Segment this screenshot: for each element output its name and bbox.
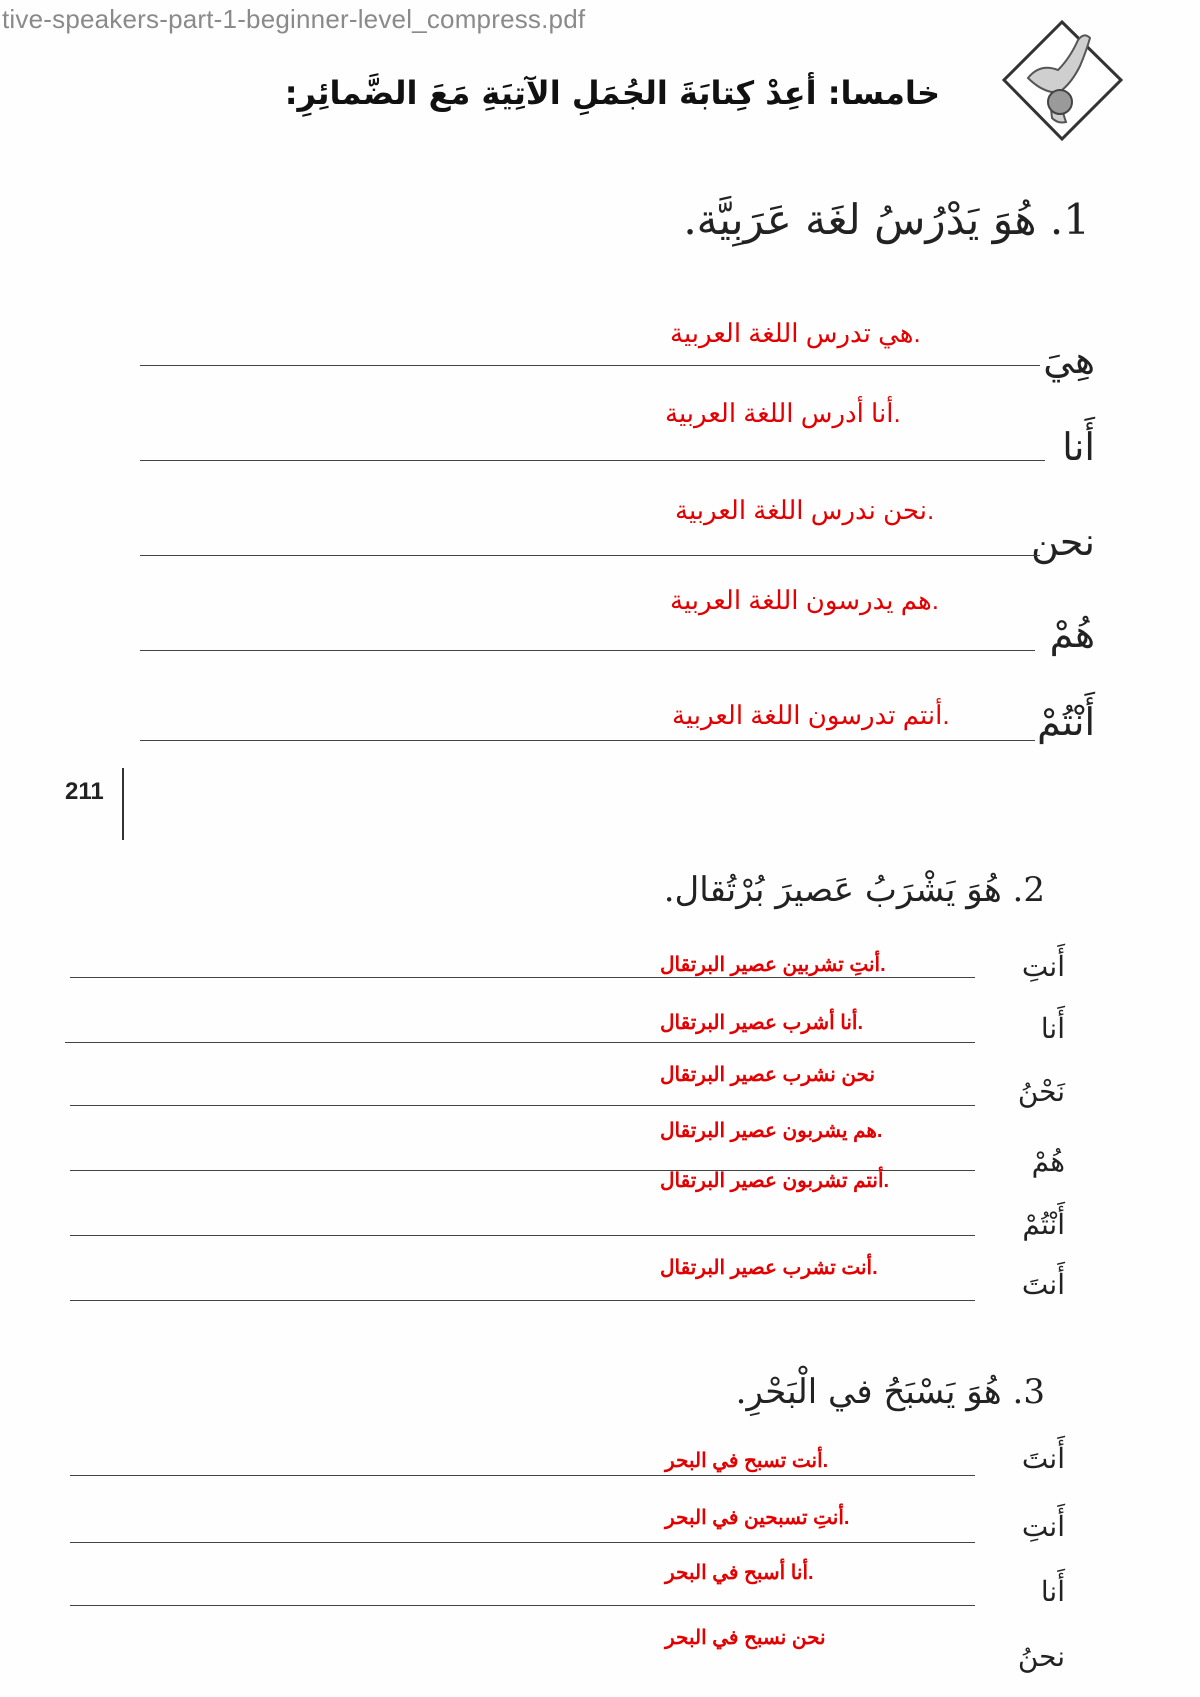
exercise1-answer: .هي تدرس اللغة العربية (670, 318, 921, 348)
exercise2-pronoun: أَنتِ (1021, 950, 1065, 983)
exercise3-pronoun: أَنتِ (1021, 1510, 1065, 1543)
exercise1-answer: .أنتم تدرسون اللغة العربية (672, 700, 950, 730)
exercise3-answer: .أنتِ تسبحين في البحر (665, 1507, 850, 1529)
exercise1-pronoun: نحن (1030, 520, 1095, 564)
exercise1-pronoun: أَنْتُمْ (1037, 700, 1095, 744)
exercise2-answer: .أنتم تشربون عصير البرتقال (660, 1170, 890, 1192)
exercise2-pronoun: هُمْ (1031, 1145, 1065, 1178)
exercise3-answer: .أنت تسبح في البحر (665, 1450, 829, 1472)
exercise1-answer: .نحن ندرس اللغة العربية (675, 495, 935, 525)
exercise3-answer-line (70, 1542, 975, 1543)
exercise2-answer: نحن نشرب عصير البرتقال (660, 1064, 876, 1086)
exercise2-answer-line (70, 1105, 975, 1106)
exercise2-answer: .أنتِ تشربين عصير البرتقال (660, 954, 886, 976)
exercise2-answer-line (70, 977, 975, 978)
exercise-logo-icon (1000, 18, 1125, 143)
page-number-divider (122, 768, 124, 840)
exercise-header-title: خامسا: أعِدْ كِتابَةَ الجُمَلِ الآتِيَةِ مَعَ الضَّمائِرِ: (284, 74, 940, 112)
exercise3-pronoun: أَنا (1040, 1575, 1065, 1608)
exercise1-pronoun: هُمْ (1049, 612, 1095, 656)
exercise2-pronoun: نَحْنُ (1017, 1075, 1065, 1108)
exercise2-answer-line (70, 1300, 975, 1301)
exercise2-sentence: 2. هُوَ يَشْرَبُ عَصيرَ بُرْتُقال. (663, 870, 1045, 910)
exercise2-answer: .أنت تشرب عصير البرتقال (660, 1257, 878, 1279)
exercise3-pronoun: نحنُ (1017, 1640, 1065, 1673)
exercise1-answer-line (140, 365, 1040, 366)
exercise3-answer: نحن نسبح في البحر (665, 1627, 826, 1649)
exercise1-pronoun: هِيَ (1043, 338, 1095, 382)
exercise2-answer-line (65, 1042, 975, 1043)
exercise2-pronoun: أَنْتُمْ (1022, 1208, 1065, 1241)
page-number: 211 (65, 778, 104, 805)
exercise1-answer-line (140, 460, 1045, 461)
exercise2-answer-line (70, 1235, 975, 1236)
exercise1-answer-line (140, 555, 1040, 556)
exercise3-answer-line (70, 1605, 975, 1606)
document-filename: tive-speakers-part-1-beginner-level_compress.pdf (2, 4, 586, 34)
exercise2-answer: .أنا أشرب عصير البرتقال (660, 1012, 863, 1034)
exercise1-answer-line (140, 650, 1035, 651)
exercise2-answer: .هم يشربون عصير البرتقال (660, 1120, 883, 1142)
exercise2-pronoun: أَنتَ (1021, 1268, 1065, 1301)
exercise1-answer: .أنا أدرس اللغة العربية (665, 398, 901, 428)
exercise1-sentence: 1. هُوَ يَدْرُسُ لغَة عَرَبِيَّة. (683, 195, 1090, 244)
exercise1-answer-line (140, 740, 1035, 741)
exercise1-pronoun: أَنا (1062, 425, 1095, 469)
exercise1-answer: .هم يدرسون اللغة العربية (670, 585, 939, 615)
exercise2-pronoun: أَنا (1040, 1012, 1065, 1045)
exercise3-pronoun: أَنتَ (1021, 1442, 1065, 1475)
exercise3-answer-line (70, 1475, 975, 1476)
exercise3-answer: .أنا أسبح في البحر (665, 1562, 814, 1584)
exercise3-sentence: 3. هُوَ يَسْبَحُ في الْبَحْرِ. (735, 1372, 1045, 1412)
